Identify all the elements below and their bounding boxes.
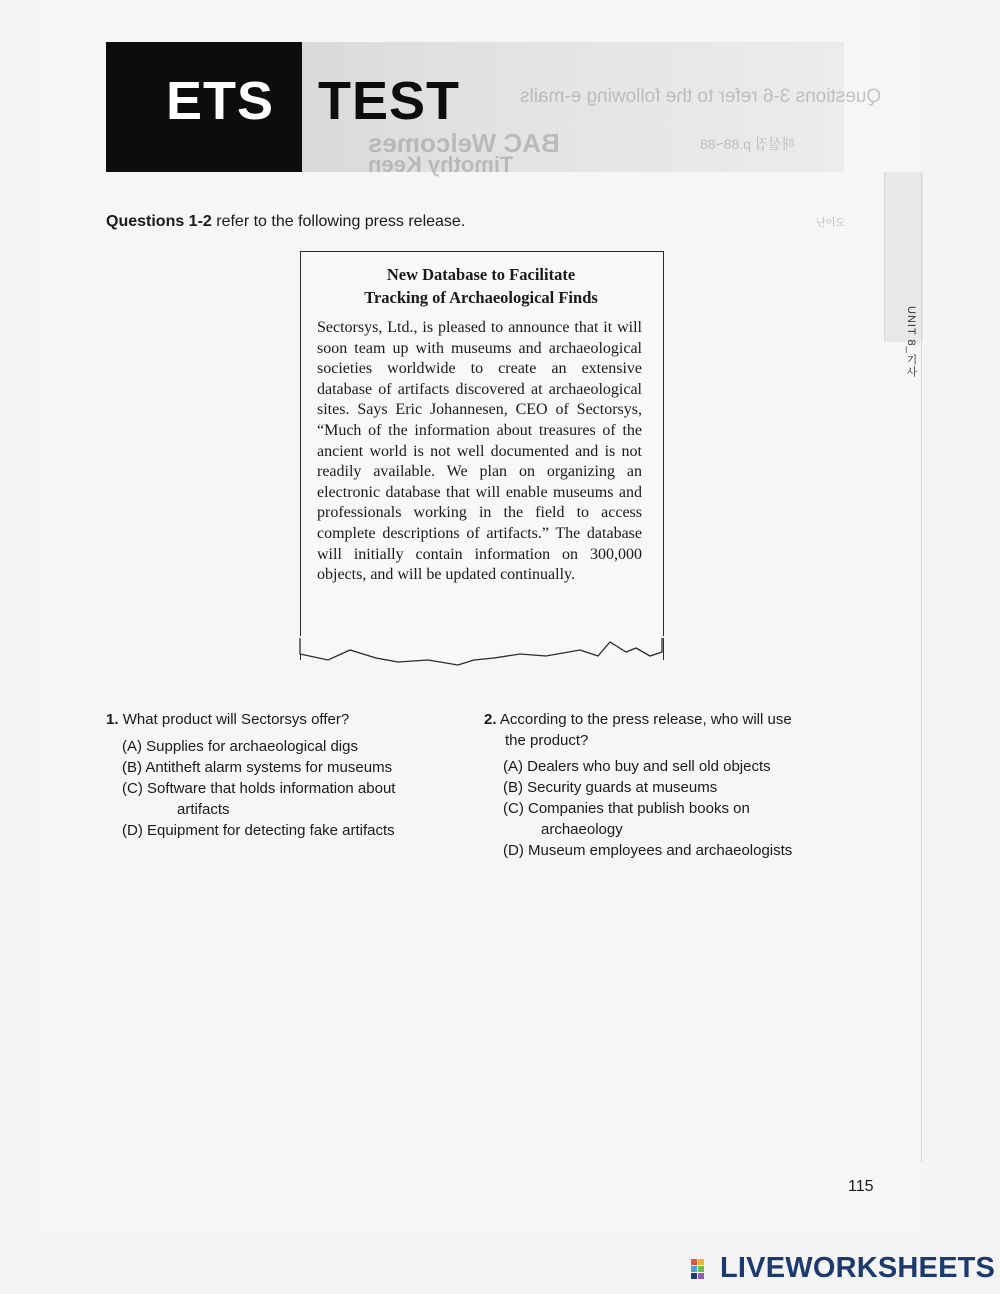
press-release-body: Sectorsys, Ltd., is pleased to announce that it will soon team up with museums and archaeological societies worldwide to create an extensive database of artifacts discovered at archaeological sites. Says Eric Johannesen, CEO of Sectorsys, “Much of the information about treasures of the ancient world is not well documented and is not readily available. We plan on organizing an electronic database that will enable museums and professionals working in the field to access complete descriptions of artifacts.” The database will initially contain information on 300,000 objects, and will be updated continually. (317, 319, 642, 584)
unit-label: UNIT 8_기사 (905, 306, 917, 378)
press-release-title-line1: New Database to Facilitate (386, 265, 576, 284)
question-number: 1. (106, 711, 119, 728)
questions-ref: Questions 1-2 (106, 213, 212, 230)
answer-option-d[interactable]: (D) Museum employees and archaeologists (503, 842, 793, 859)
margin-rule (921, 172, 922, 1162)
liveworksheets-logo-icon (691, 1259, 717, 1281)
answer-option-c-continued: artifacts (177, 801, 230, 818)
answer-option-c[interactable]: (C) Companies that publish books on (503, 800, 750, 817)
bleed-through-subtitle: Timothy Keen (368, 152, 514, 177)
question-2 (484, 709, 844, 861)
answer-option-d[interactable]: (D) Equipment for detecting fake artifacts (122, 822, 395, 839)
liveworksheets-brand[interactable]: LIVEWORKSHEETS (720, 1252, 996, 1284)
bleed-through-text: Questions 3-6 refer to the following e-mails (520, 86, 882, 107)
bleed-through-title: BAC Welcomes (368, 128, 560, 158)
answer-option-b[interactable]: (B) Antitheft alarm systems for museums (122, 759, 393, 776)
press-release-title (300, 263, 662, 309)
answer-option-c-continued: archaeology (541, 821, 623, 838)
bleed-through-note: 해설집 p.88~88 (700, 136, 796, 152)
question-stem: According to the press release, who will use (499, 711, 792, 728)
question-number: 2. (484, 711, 497, 728)
test-heading: TEST (318, 71, 461, 131)
difficulty-note: 난이도 (816, 218, 845, 229)
answer-option-c[interactable]: (C) Software that holds information about (122, 780, 396, 797)
page-number: 115 (848, 1178, 874, 1195)
answer-option-a[interactable]: (A) Dealers who buy and sell old objects (503, 758, 771, 775)
question-stem-continued: the product? (505, 732, 589, 749)
torn-edge-icon (298, 636, 666, 670)
question-stem: What product will Sectorsys offer? (122, 711, 350, 728)
questions-intro (106, 213, 465, 231)
answer-option-b[interactable]: (B) Security guards at museums (503, 779, 718, 796)
ets-heading: ETS (166, 71, 275, 131)
intro-text: refer to the following press release. (211, 213, 466, 230)
press-release-title-line2: Tracking of Archaeological Finds (364, 288, 598, 307)
question-1 (106, 709, 446, 841)
answer-option-a[interactable]: (A) Supplies for archaeological digs (122, 738, 358, 755)
